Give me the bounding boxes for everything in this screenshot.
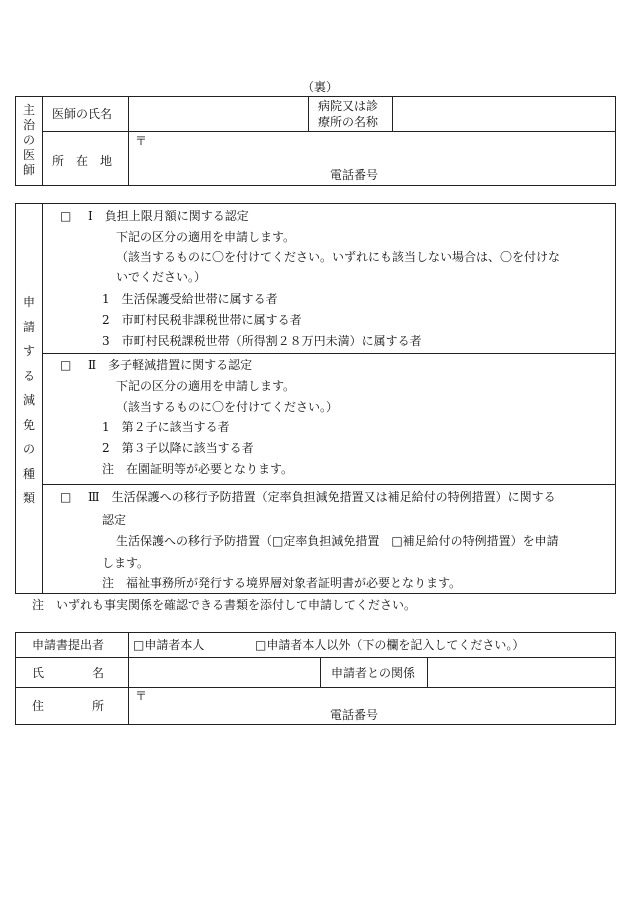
submitter-name-label: 氏 名	[32, 666, 105, 680]
submitter-address-field[interactable]	[148, 689, 613, 706]
page-title: （裏）	[302, 80, 339, 94]
submitter-option-other[interactable]: □申請者本人以外（下の欄を記入してください。）	[255, 638, 525, 652]
submitter-label: 申請書提出者	[32, 638, 105, 652]
doctor-postal-mark: 〒	[135, 134, 148, 148]
section1-note-line2: いでください。）	[116, 270, 207, 284]
submitter-phone-label: 電話番号	[330, 708, 379, 722]
section2-title: Ⅱ 多子軽減措置に関する認定	[88, 358, 253, 372]
section3-caution: 注 福祉事務所が発行する境界層対象者証明書が必要となります。	[102, 576, 462, 590]
hospital-name-field[interactable]	[394, 98, 614, 130]
submitter-address-label: 住 所	[32, 699, 105, 713]
hospital-label-line1: 病院又は診	[318, 99, 379, 113]
section1-item-1[interactable]: 1 生活保護受給世帯に属する者	[102, 292, 278, 306]
section1-title: Ⅰ 負担上限月額に関する認定	[88, 209, 249, 223]
doctor-phone-label: 電話番号	[330, 168, 379, 182]
submitter-relation-field[interactable]	[429, 659, 613, 686]
doctor-address-label: 所 在 地	[52, 154, 113, 168]
submitter-name-field[interactable]	[130, 659, 318, 686]
section1-item-2[interactable]: 2 市町村民税非課税世帯に属する者	[102, 313, 302, 327]
reduction-side-label: 申 請 す る 減 免 の 種 類	[22, 295, 35, 505]
section3-checkbox[interactable]: □	[60, 490, 72, 504]
submitter-relation-label: 申請者との関係	[331, 666, 416, 680]
submitter-phone-field[interactable]	[386, 707, 613, 723]
section1-note-line1: （該当するものに〇を付けてください。いずれにも該当しない場合は、〇を付けな	[116, 250, 561, 264]
section2-checkbox[interactable]: □	[60, 358, 72, 372]
section1-intro: 下記の区分の適用を申請します。	[116, 230, 296, 244]
doctor-name-field[interactable]	[130, 98, 306, 130]
section3-body-line1: 生活保護への移行予防措置（□定率負担減免措置 □補足給付の特例措置）を申請	[116, 534, 559, 548]
doctor-address-field[interactable]	[148, 133, 613, 169]
doctor-phone-field[interactable]	[386, 168, 613, 184]
section2-intro: 下記の区分の適用を申請します。	[116, 379, 296, 393]
submitter-postal-mark: 〒	[135, 689, 148, 703]
section3-body-line2: します。	[102, 556, 150, 570]
section2-item-1[interactable]: 1 第２子に該当する者	[102, 420, 230, 434]
section1-item-3[interactable]: 3 市町村民税課税世帯（所得割２８万円未満）に属する者	[102, 334, 422, 348]
section3-title-line2: 認定	[102, 513, 127, 527]
hospital-label-line2: 療所の名称	[318, 115, 379, 129]
section3-title-line1: Ⅲ 生活保護への移行予防措置（定率負担減免措置又は補足給付の特例措置）に関する	[88, 490, 556, 504]
section2-caution: 注 在園証明等が必要となります。	[102, 462, 294, 476]
doctor-side-label: 主 治 の 医 師	[22, 103, 35, 177]
section1-checkbox[interactable]: □	[60, 209, 72, 223]
section2-item-2[interactable]: 2 第３子以降に該当する者	[102, 441, 254, 455]
doctor-name-label: 医師の氏名	[52, 107, 113, 121]
section2-note: （該当するものに〇を付けてください。）	[116, 400, 339, 414]
footnote: 注 いずれも事実関係を確認できる書類を添付して申請してください。	[32, 598, 417, 612]
submitter-option-self[interactable]: □申請者本人	[133, 638, 205, 652]
